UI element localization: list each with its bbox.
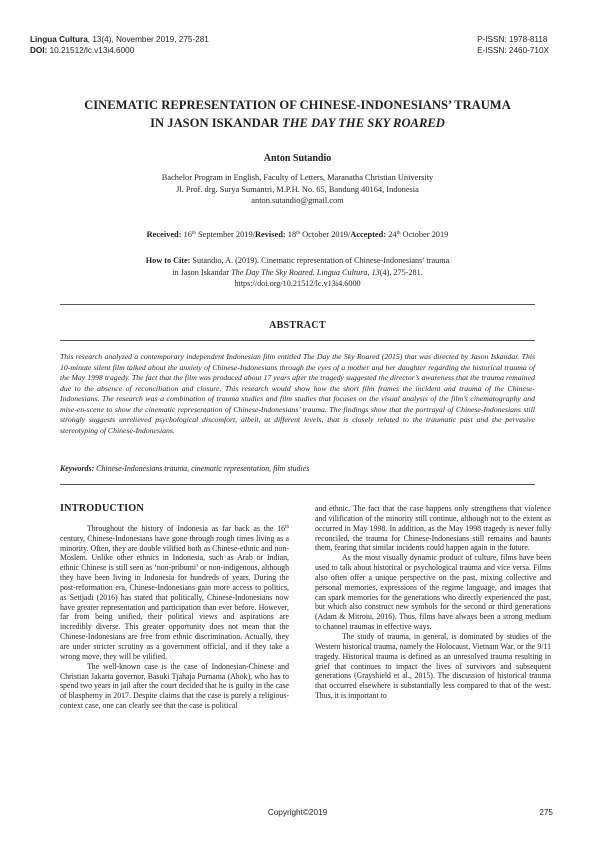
journal-issue: , 13(4), November 2019, 275-281: [87, 35, 209, 44]
keywords-bottom-rule: [60, 484, 535, 485]
paragraph-2: The well-known case is the case of Indonesian-Chinese and Christian Jakarta governor, Basuki Tjahaja Purnama (Ahok), who has to spend two years in jail after the court decided that he is guilty in the case of blasphemy in 2017. Despite claims that the case is purely a religious-context case, one can clearly see that the case is political: [60, 661, 289, 711]
how-to-cite: [30, 255, 565, 290]
running-header-left: [30, 34, 209, 56]
affiliation-line-1: Bachelor Program in English, Faculty of Letters, Maranatha Christian University: [161, 173, 434, 182]
pissn: P-ISSN: 1978-8118: [477, 35, 548, 44]
body-column-right: [315, 504, 551, 701]
keywords-text: Chinese-Indonesians trauma, cinematic representation, film studies: [94, 464, 310, 473]
cite-line-1: [30, 255, 565, 267]
author-email[interactable]: anton.sutandio@gmail.com: [251, 196, 344, 205]
running-header-right: [477, 34, 549, 56]
keywords-label: Keywords:: [60, 464, 95, 473]
author-name: Anton Sutandio: [263, 153, 332, 164]
journal-issue-line: [30, 34, 209, 45]
journal-name: Lingua Cultura: [30, 35, 88, 44]
cite-text-1: Sutandio, A. (2019). Cinematic representation of Chinese-Indonesians’ trauma: [190, 256, 450, 265]
paragraph-3: and ethnic. The fact that the case happens only strengthens that violence and vilification of the minority still continue, although not to the extent as occurred in May 1998. In addition, as the May 1998 tragedy is never fully reconciled, the trauma for Chinese-Indonesians still remains and haunts them, fearing that similar incidents could happen again in the future.: [315, 504, 551, 553]
accepted-day: 24: [386, 230, 397, 239]
paragraph-5: The study of trauma, in general, is dominated by studies of the Western historical trauma, namely the Holocaust, Vietnam War, or the 9/11 tragedy. Historical trauma is defined as an unresolved trauma resulting in grief that continues to impact the lives of survivors and subsequent generations (Grayshield et al., 2015). The discussion of historical trauma that occurred elsewhere is substantially less compared to that of the west. Thus, it is important to: [315, 631, 551, 701]
cite-text-2-suffix: (4), 275-281.: [379, 267, 423, 277]
doi-label: DOI:: [30, 46, 48, 55]
doi-line: [30, 45, 209, 56]
paragraph-1-a: Throughout the history of Indonesia as far back as the 16: [87, 523, 286, 533]
cite-text-2-prefix: in Jason Iskandar: [172, 267, 232, 277]
abstract-top-rule: [60, 304, 535, 305]
author-affiliation: [30, 172, 565, 207]
revised-rest: October 2019/: [300, 230, 351, 239]
page-number: 275: [539, 808, 553, 817]
title-line-1: CINEMATIC REPRESENTATION OF CHINESE-INDONESIANS’ TRAUMA: [84, 98, 511, 112]
paragraph-4: As the most visually dynamic product of culture, films have been used to talk about historical or psychological trauma and vice versa. Films also often offer a unique perspective on the past, mixing collective and personal memories, expressions of the regime language, and images that can spark memories for the generations who directly experienced the past, but which also construct new symbols for the second or third generations (Adam & Mitroiu, 2016). Thus, films have always been a strong medium to channel traumas in effective ways.: [315, 553, 551, 632]
abstract-heading-rule: [60, 340, 535, 341]
paper-title: [30, 96, 565, 132]
cite-line-2: [30, 267, 565, 279]
received-label: Received:: [146, 230, 182, 239]
keywords: [60, 464, 535, 473]
received-sup: th: [191, 231, 196, 236]
body-column-left: [60, 504, 289, 711]
revised-label: Revised:: [254, 230, 286, 239]
title-line-2-prefix: IN JASON ISKANDAR: [150, 116, 283, 130]
doi-value[interactable]: 10.21512/lc.v13i4.6000: [47, 46, 135, 55]
cite-label: How to Cite:: [145, 256, 191, 265]
cite-url[interactable]: https://doi.org/10.21512/lc.v13i4.6000: [234, 279, 361, 288]
received-day: 16: [181, 230, 192, 239]
paragraph-1-sup: th: [285, 524, 289, 530]
paragraph-1-b: century, Chinese-Indonesians have gone through rough times living as a minority. Often, they are double vilified both as Chinese-ethnic and non-Moslem. Unlike other ethnics in Indonesia, such as Arab or Indian, ethnic Chinese is still seen as ‘non-pribumi’ or non-indigenous, although they have been living in Indonesia for hundreds of years. During the post-reformation era, Chinese-Indonesians gain more access to politics, as Setijadi (2016) has stated that politically, Chinese-Indonesians now have greater representation and participation than ever before. However, far from being unified, their political views and aspirations are incredibly diverse. This greater opportunity does not mean that the Chinese-Indonesians are free from ethnic discrimination. Actually, they are under stricter scrutiny as a government official, and if they take a wrong move, they will be vilified.: [60, 533, 289, 661]
submission-dates: [30, 230, 565, 239]
cite-text-2-italic: The Day The Sky Roared. Lingua Cultura, 13: [231, 267, 380, 277]
received-rest: September 2019/: [195, 230, 255, 239]
title-line-2: [30, 114, 565, 132]
copyright-footer: Copyright©2019: [267, 808, 328, 817]
title-film-name: THE DAY THE SKY ROARED: [282, 116, 445, 130]
accepted-label: Accepted:: [350, 230, 387, 239]
revised-day: 18: [285, 230, 297, 239]
accepted-rest: October 2019: [400, 230, 449, 239]
accepted-sup: th: [396, 231, 401, 236]
abstract-heading: ABSTRACT: [269, 320, 326, 331]
affiliation-line-2: Jl. Prof. drg. Surya Sumantri, M.P.H. No. 65, Bandung 40164, Indonesia: [176, 184, 419, 194]
section-heading-introduction: INTRODUCTION: [60, 503, 144, 514]
revised-sup: th: [296, 231, 301, 236]
paragraph-1: [60, 524, 289, 662]
abstract-text: This research analyzed a contemporary independent Indonesian film entitled The Day the Sky Roared (2015) that was directed by Jason Iskandar. This 10-minute silent film talked about the anxiety of Chinese-Indonesians through the eyes of a mother and her daughter regarding the historical trauma of the May 1998 tragedy. The fact that the film was produced about 17 years after the tragedy suggested the director’s awareness that the trauma remained due to the absence of reconciliation and closure. This research would show how the short film frames the incident and trauma of the Chinese-Indonesians. The research was a combination of trauma studies and film studies that focuses on the visual analysis of the film’s cinematography and mise-en-scene to show the cinematic representation of Chinese-Indonesians’ trauma. The findings show that the portrayal of Chinese-Indonesians still strongly suggests unrelieved psychological discomfort, albeit, at different levels, that is closely related to the traumatic past and the pervasive stereotyping of Chinese-Indonesians.: [60, 352, 535, 435]
eissn: E-ISSN: 2460-710X: [477, 46, 549, 55]
